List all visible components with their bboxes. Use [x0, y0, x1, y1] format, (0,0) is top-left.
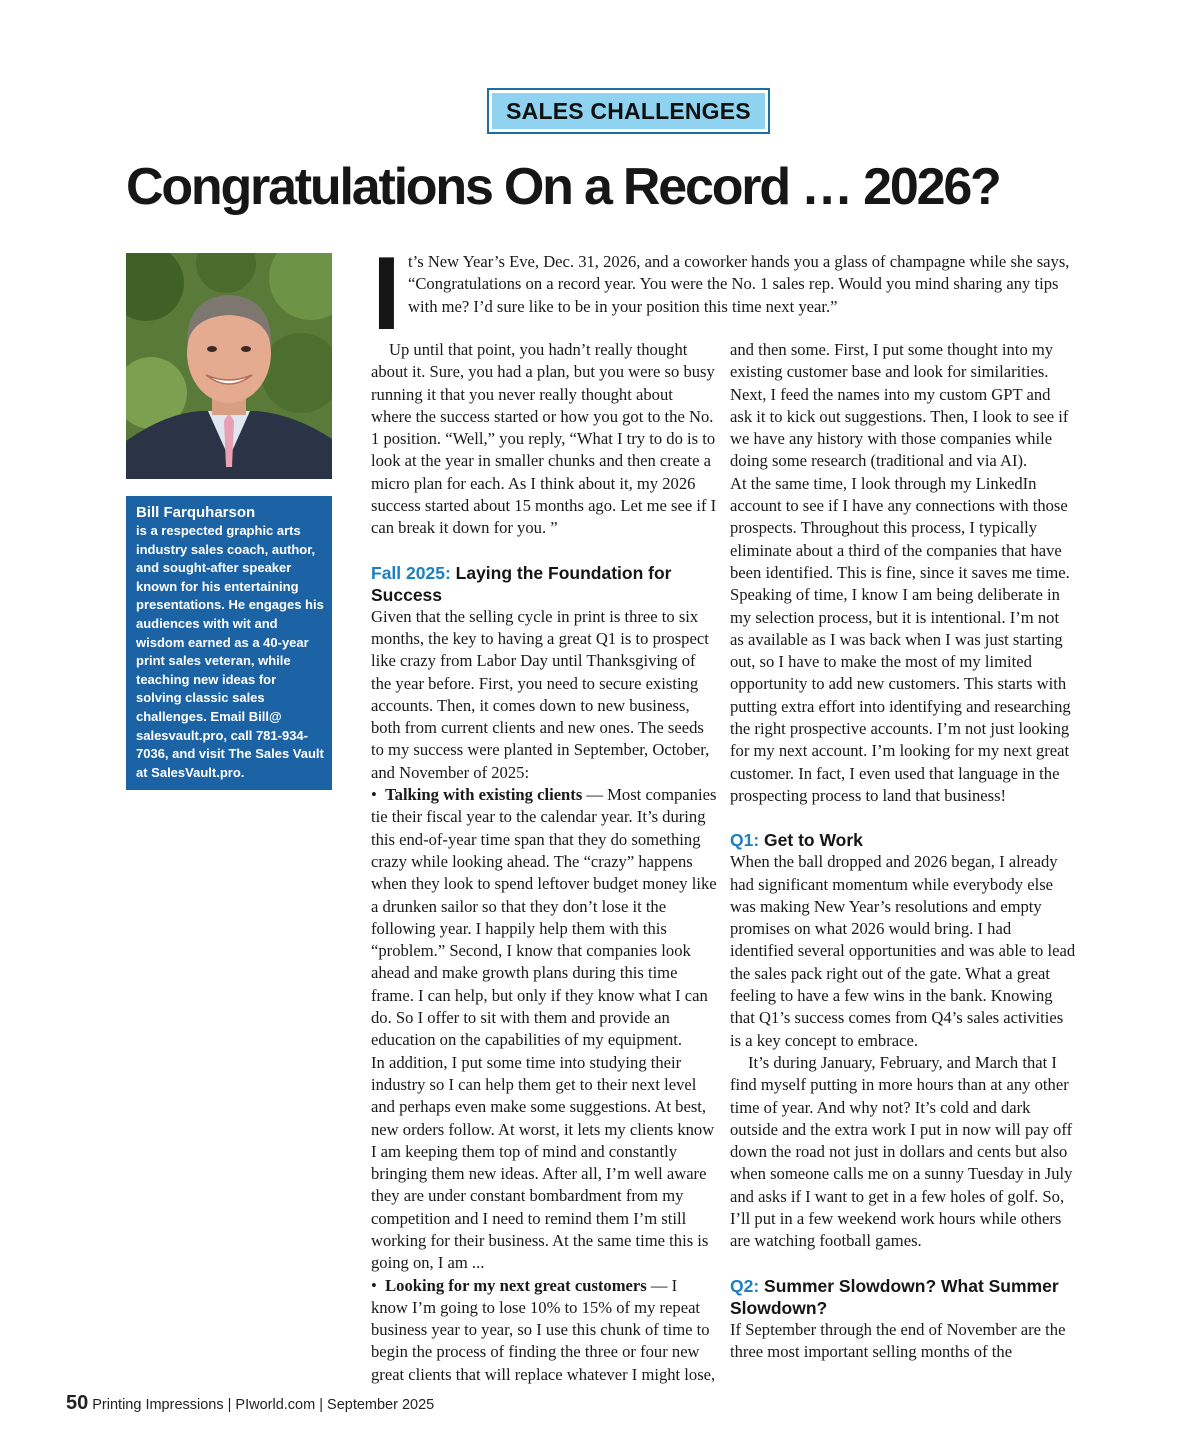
subhead-highlight: Q1: — [730, 830, 760, 851]
bullet-item — [371, 784, 717, 1052]
subhead-text: Summer Slowdown? What Summer Slowdown? — [730, 1275, 1059, 1318]
intro-text: t’s New Year’s Eve, Dec. 31, 2026, and a coworker hands you a glass of champagne while she says, “Congratulations on a record year. You were the No. 1 sales rep. Would you mind sharing any tips with me? I’d sure like to be in your position this time next year.” — [408, 252, 1070, 316]
subhead-highlight: Fall 2025: — [371, 562, 451, 583]
author-bio-box — [126, 496, 332, 790]
bullet-item — [371, 1275, 717, 1386]
drop-cap: I — [372, 255, 401, 333]
headline: Congratulations On a Record … 2026? — [126, 158, 1000, 216]
body-paragraph: and then some. First, I put some thought into my existing customer base and look for similarities. Next, I feed the names into my custom GPT and ask it to kick out suggestions. Then, I look to see if we have any history with those companies while doing some research (traditional and via AI). — [730, 340, 1069, 471]
body-paragraph: It’s during January, February, and March that I find myself putting in more hours than at any other time of year. And why not? It’s cold and dark outside and the extra work I put in now will pay off down the road not just in dollars and cents but also when someone calls me on a sunny Tuesday in July and asks if I want to get in a few holes of golf. So, I’ll put in a few weekend work hours while others are watching football games. — [730, 1052, 1073, 1251]
article-column-2 — [730, 339, 1076, 1363]
footer-text: Printing Impressions | PIworld.com | September 2025 — [92, 1397, 435, 1413]
bullet-text: — I know I’m going to lose 10% to 15% of my repeat business year to year, so I use this chunk of time to begin the process of finding the three or four new great clients that will replace whatever I might lose, — [371, 1275, 716, 1384]
page-number: 50 — [66, 1392, 89, 1414]
body-paragraph: If September through the end of November are the three most important selling months of the — [730, 1319, 1066, 1361]
bullet-lead: Talking with existing clients — [385, 785, 583, 805]
intro-paragraph — [371, 251, 1076, 333]
bullet-lead: Looking for my next great customers — [385, 1275, 647, 1295]
page-footer — [66, 1392, 434, 1415]
subhead-text: Laying the Foundation for Success — [371, 562, 672, 605]
article-column-1 — [371, 339, 717, 1386]
body-paragraph: Up until that point, you hadn’t really thought about it. Sure, you had a plan, but you were so busy running it that you never really thought about where the success started or how you got to the No. 1 position. “Well,” you reply, “What I try to do is to look at the year in smaller chunks and then create a micro plan for each. As I think about it, my 2026 success started about 15 months ago. Let me see if I can break it down for you. ” — [371, 340, 717, 538]
body-paragraph: At the same time, I look through my LinkedIn account to see if I have any connections with those prospects. Throughout this process, I typically eliminate about a third of the companies that have been identified. This is fine, since it saves me time. Speaking of time, I know I am being deliberate in my selection process, but it is intentional. I’m not as available as I was back when I was just starting out, so I have to make the most of my limited opportunity to add new customers. This starts with putting extra effort into identifying and researching the right prospective accounts. I’m not just looking for my next account. I’m looking for my next great customer. In fact, I even used that language in the prospecting process to land that business! — [730, 473, 1071, 805]
bullet-icon: • — [371, 1275, 377, 1295]
subhead-q1 — [730, 829, 1076, 851]
subhead-text: Get to Work — [759, 830, 863, 851]
author-bio: is a respected graphic arts industry sales coach, author, and sought-after speaker known for his entertaining presentations. He engages his audiences with wit and wisdom earned as a 40-year print sales veteran, while teaching new ideas for solving classic sales challenges. Email Bill@ salesvault.pro, call 781-934-7036, and visit The Sales Vault at SalesVault.pro. — [136, 523, 324, 780]
subhead-highlight: Q2: — [730, 1275, 760, 1296]
author-name: Bill Farquharson — [136, 504, 256, 521]
body-paragraph: Given that the selling cycle in print is three to six months, the key to having a great Q1 is to prospect like crazy from Labor Day until Thanksgiving of the year before. First, you need to secure existing accounts. Then, it comes down to new business, both from current clients and new ones. The seeds to my success were planted in September, October, and November of 2025: — [371, 606, 710, 782]
author-photo — [126, 253, 332, 479]
body-paragraph: In addition, I put some time into studying their industry so I can help them get to their next level and perhaps even make some suggestions. At best, new orders follow. At worst, it lets my clients know I am keeping them top of mind and constantly bringing them new ideas. After all, I’m well aware they are under constant bombardment from my competition and I need to remind them I’m still working for their business. At the same time this is going on, I am ... — [371, 1052, 715, 1273]
bullet-icon: • — [371, 785, 377, 805]
section-label: SALES CHALLENGES — [506, 97, 751, 124]
subhead-q2 — [730, 1275, 1076, 1319]
body-paragraph: When the ball dropped and 2026 began, I already had significant momentum while everybody else was making New Year’s resolutions and empty promises on what 2026 would bring. I had identified several opportunities and was able to lead the sales pack right out of the gate. What a great feeling to have a few wins in the bank. Knowing that Q1’s success comes from Q4’s sales activities is a key concept to embrace. — [730, 852, 1076, 1050]
section-badge — [487, 88, 770, 134]
subhead-fall-2025 — [371, 562, 717, 606]
bullet-text: — Most companies tie their fiscal year to the calendar year. It’s during this end-of-year time span that they do something crazy while looking ahead. The “crazy” happens when they look to spend leftover budget money like a drunken sailor so that they don’t lose it the following year. I happily help them with this “problem.” Second, I know that companies look ahead and make growth plans during this time frame. I can help, but only if they know what I can do. So I offer to sit with them and provide an education on the capabilities of my equipment. — [371, 785, 717, 1050]
